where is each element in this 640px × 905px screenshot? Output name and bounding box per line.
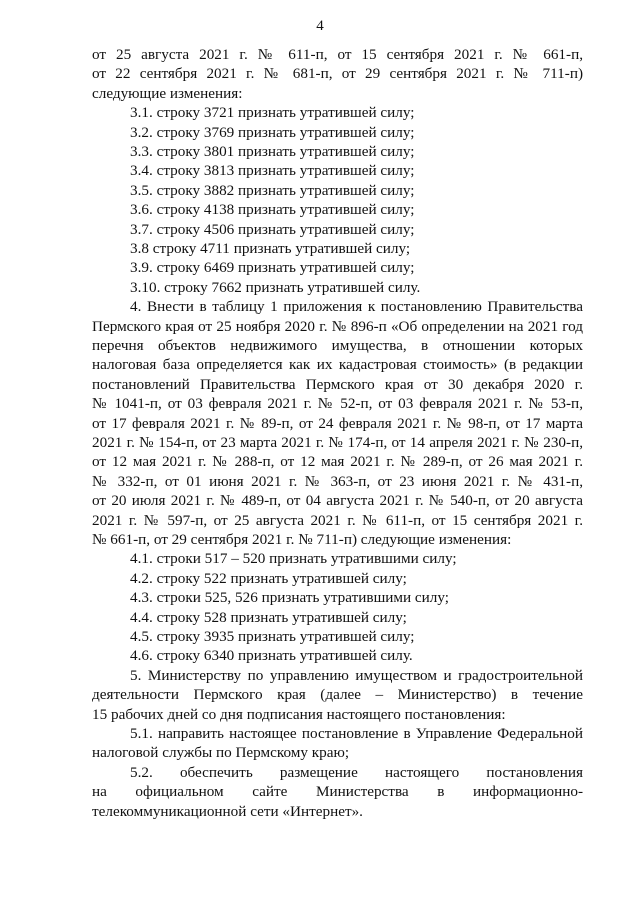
text-line: 3.2. строку 3769 признать утратившей силу; — [130, 123, 415, 141]
text-line: № 661-п, от 29 сентября 2021 г. № 711-п) следующие изменения: — [92, 531, 512, 548]
text-line: 5.1. направить настоящее постановление в Управление Федеральной — [130, 725, 583, 742]
text-line: от 12 мая 2021 г. № 288-п, от 12 мая 2021 г. № 289-п, от 26 мая 2021 г. — [92, 453, 583, 471]
text-line: следующие изменения: — [92, 84, 243, 102]
text-line: налоговой службы по Пермскому краю; — [92, 744, 350, 762]
text-line: № 1041-п, от 03 февраля 2021 г. № 52-п, от 03 февраля 2021 г. № 53-п, — [92, 395, 583, 413]
text-line: телекоммуникационной сети «Интернет». — [92, 802, 363, 820]
text-line: 5. Министерству по управлению имуществом и градостроительной — [130, 666, 583, 684]
text-line: от 20 июля 2021 г. № 489-п, от 04 августа 2021 г. № 540-п, от 20 августа — [92, 492, 583, 510]
text-line: 4.6. строку 6340 признать утратившей силу. — [130, 647, 413, 665]
text-line: 4.4. строку 528 признать утратившей силу; — [130, 608, 407, 626]
text-line: 2021 г. № 154-п, от 23 марта 2021 г. № 174-п, от 14 апреля 2021 г. № 230-п, — [92, 434, 583, 451]
text-line: 5.2. обеспечить размещение настоящего постановления — [130, 763, 583, 781]
text-line: 2021 г. № 597-п, от 25 августа 2021 г. № 611-п, от 15 сентября 2021 г. — [92, 511, 583, 529]
text-line: 3.1. строку 3721 признать утратившей силу; — [130, 104, 415, 122]
text-line: 15 рабочих дней со дня подписания настоящего постановления: — [92, 705, 506, 723]
text-line: 4. Внести в таблицу 1 приложения к постановлению Правительства — [130, 298, 583, 316]
text-line: 3.5. строку 3882 признать утратившей силу; — [130, 181, 415, 199]
text-line: 3.8 строку 4711 признать утратившей силу; — [130, 240, 411, 257]
text-line: от 25 августа 2021 г. № 611-п, от 15 сентября 2021 г. № 661-п, — [92, 46, 583, 63]
text-line: 4.5. строку 3935 признать утратившей силу; — [130, 628, 415, 645]
text-line: 3.10. строку 7662 признать утратившей силу. — [130, 278, 421, 296]
text-line: Пермского края от 25 ноября 2020 г. № 896-п «Об определении на 2021 год — [92, 317, 583, 335]
text-line: от 22 сентября 2021 г. № 681-п, от 29 сентября 2021 г. № 711-п) — [92, 65, 583, 83]
text-line: 4.1. строки 517 – 520 признать утратившими силу; — [130, 550, 457, 568]
text-line: 3.7. строку 4506 признать утратившей силу; — [130, 220, 415, 238]
text-line: № 332-п, от 01 июня 2021 г. № 363-п, от 23 июня 2021 г. № 431-п, — [92, 472, 583, 490]
text-line: 3.3. строку 3801 признать утратившей силу; — [130, 143, 415, 160]
text-line: 4.3. строки 525, 526 признать утратившими силу; — [130, 589, 449, 607]
page-number: 4 — [316, 18, 324, 34]
text-line: перечня объектов недвижимого имущества, в отношении которых — [92, 337, 583, 354]
text-line: 3.9. строку 6469 признать утратившей силу; — [130, 259, 415, 277]
text-line: на официальном сайте Министерства в информационно- — [92, 783, 583, 801]
text-line: 3.4. строку 3813 признать утратившей силу; — [130, 162, 415, 180]
text-line: 4.2. строку 522 признать утратившей силу; — [130, 569, 407, 587]
text-line: налоговая база определяется как их кадастровая стоимость» (в редакции — [92, 356, 583, 374]
text-line: постановлений Правительства Пермского края от 30 декабря 2020 г. — [92, 375, 583, 393]
text-line: деятельности Пермского края (далее – Министерство) в течение — [92, 686, 583, 704]
text-line: 3.6. строку 4138 признать утратившей силу; — [130, 201, 415, 219]
text-line: от 17 февраля 2021 г. № 89-п, от 24 февраля 2021 г. № 98-п, от 17 марта — [92, 414, 583, 432]
